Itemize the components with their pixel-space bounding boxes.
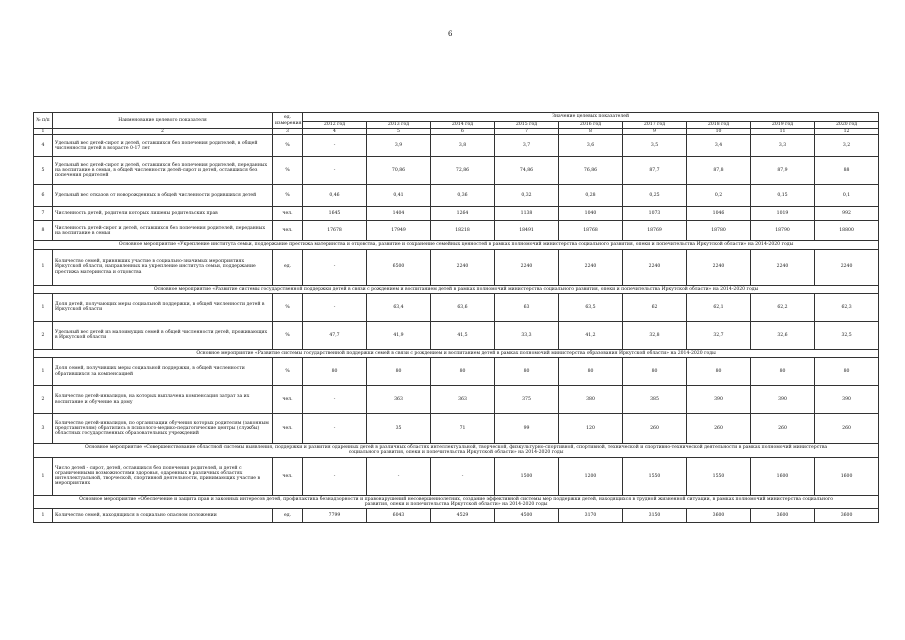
value-cell: 18780: [687, 221, 751, 241]
value-cell: 0,15: [751, 185, 815, 207]
table-row: [34, 293, 879, 321]
section-row: [34, 444, 879, 458]
value-cell: 99: [495, 414, 559, 444]
value-cell: 80: [367, 358, 431, 386]
row-number: 1: [34, 358, 53, 386]
value-cell: 18769: [623, 221, 687, 241]
table-row: [34, 157, 879, 185]
value-cell: 32,6: [751, 321, 815, 349]
section-title: Основное мероприятие «Укрепление института семьи, поддержание престижа материнства и отцовства, развитие и сохранение семейных ценностей в рамках полномочий министерства социального развития, опеки и попечительства Иркутской области» на 2014-2020 годы: [34, 241, 879, 249]
value-cell: 2240: [623, 249, 687, 285]
unit-cell: чел.: [273, 414, 303, 444]
value-cell: -: [431, 457, 495, 495]
section-row: [34, 285, 879, 293]
value-cell: 1138: [495, 207, 559, 221]
value-cell: -: [303, 414, 367, 444]
value-cell: 0,2: [687, 185, 751, 207]
table-header: [34, 113, 879, 135]
value-cell: 17678: [303, 221, 367, 241]
indicator-name: Количество детей-инвалидов, на которых выплачена компенсация затрат за их воспитание и обучение на дому: [53, 386, 273, 414]
value-cell: 18800: [815, 221, 879, 241]
value-cell: 1404: [367, 207, 431, 221]
value-cell: 1019: [751, 207, 815, 221]
value-cell: 260: [623, 414, 687, 444]
value-cell: -: [303, 457, 367, 495]
value-cell: 87,8: [687, 157, 751, 185]
table-row: [34, 135, 879, 157]
value-cell: 63: [495, 293, 559, 321]
year-header: 2018 год: [687, 122, 751, 129]
value-cell: 76,86: [559, 157, 623, 185]
table-row: [34, 221, 879, 241]
value-cell: 992: [815, 207, 879, 221]
row-number: 1: [34, 293, 53, 321]
value-cell: 74,86: [495, 157, 559, 185]
indicator-name: Доля детей, получающих меры социальной поддержки, в общей численности детей в Иркутской области: [53, 293, 273, 321]
value-cell: 2240: [687, 249, 751, 285]
value-cell: 260: [815, 414, 879, 444]
column-number: 6: [431, 129, 495, 135]
row-number: 4: [34, 135, 53, 157]
column-number: 2: [53, 129, 273, 135]
value-cell: 80: [559, 358, 623, 386]
value-cell: 87,7: [623, 157, 687, 185]
section-title: Основное мероприятие «Совершенствование областной системы выявления, поддержки и развития одаренных детей в различных областях интеллектуальной, творческой, физкультурно-спортивной, спортивной, технической и спортивно-технической деятельности в рамках полномочий министерства социального развития, опеки и попечительства Иркутской области» на 2014-2020 годы: [34, 444, 879, 458]
value-cell: 80: [751, 358, 815, 386]
table-row: [34, 249, 879, 285]
indicator-name: Число детей - сирот, детей, оставшихся без попечения родителей, и детей с ограниченными возможностями здоровья, одаренных в различных областях интеллектуальной, творческой, спортивной деятельности, принимающих участие в мероприятиях: [53, 457, 273, 495]
value-cell: 3,2: [815, 135, 879, 157]
value-cell: 363: [431, 386, 495, 414]
value-cell: -: [367, 457, 431, 495]
value-cell: 4529: [431, 509, 495, 523]
column-number: 10: [687, 129, 751, 135]
value-cell: 1040: [559, 207, 623, 221]
year-header: 2016 год: [559, 122, 623, 129]
value-cell: 1264: [431, 207, 495, 221]
header-num: № п/п: [34, 113, 53, 129]
table-row: [34, 321, 879, 349]
value-cell: -: [303, 135, 367, 157]
row-number: 1: [34, 249, 53, 285]
year-header: 2012 год: [303, 122, 367, 129]
year-header: 2014 год: [431, 122, 495, 129]
table-row: [34, 358, 879, 386]
row-number: 1: [34, 457, 53, 495]
row-number: 6: [34, 185, 53, 207]
value-cell: 1046: [687, 207, 751, 221]
unit-cell: %: [273, 358, 303, 386]
section-row: [34, 241, 879, 249]
value-cell: 3,5: [623, 135, 687, 157]
section-title: Основное мероприятие «Развитие системы государственной поддержки детей в связи с рождением и воспитанием детей в рамках полномочий министерства социального развития, опеки и попечительства Иркутской области» на 2014-2020 годы: [34, 285, 879, 293]
value-cell: 0,36: [431, 185, 495, 207]
value-cell: 1500: [495, 457, 559, 495]
indicator-name: Удельный вес детей-сирот и детей, оставшихся без попечения родителей, в общей численности детей в возрасте 0-17 лет: [53, 135, 273, 157]
value-cell: 2240: [495, 249, 559, 285]
value-cell: 0,32: [495, 185, 559, 207]
value-cell: 2240: [751, 249, 815, 285]
indicator-name: Удельный вес отказов от новорожденных в общей численности родившихся детей: [53, 185, 273, 207]
header-values-title: Значение целевых показателей: [303, 113, 879, 122]
column-number: 5: [367, 129, 431, 135]
value-cell: 3,9: [367, 135, 431, 157]
value-cell: 390: [751, 386, 815, 414]
value-cell: 3,8: [431, 135, 495, 157]
unit-cell: %: [273, 293, 303, 321]
value-cell: 62,2: [751, 293, 815, 321]
value-cell: 18491: [495, 221, 559, 241]
indicator-name: Количество детей-инвалидов, по организации обучения которых родителям (законным представителям) обратились в психолого-медико-педагогические центры (службы) областных государственных образовательных учреждений: [53, 414, 273, 444]
value-cell: 3,7: [495, 135, 559, 157]
value-cell: -: [303, 386, 367, 414]
unit-cell: %: [273, 185, 303, 207]
value-cell: 63,6: [431, 293, 495, 321]
value-cell: 260: [687, 414, 751, 444]
value-cell: 80: [303, 358, 367, 386]
unit-cell: %: [273, 135, 303, 157]
value-cell: 1550: [623, 457, 687, 495]
value-cell: 2240: [431, 249, 495, 285]
table-row: [34, 185, 879, 207]
value-cell: 3,3: [751, 135, 815, 157]
value-cell: 80: [687, 358, 751, 386]
value-cell: -: [303, 249, 367, 285]
value-cell: 390: [815, 386, 879, 414]
value-cell: 1600: [751, 457, 815, 495]
table-row: [34, 207, 879, 221]
row-number: 2: [34, 321, 53, 349]
indicator-name: Численность детей, родители которых лишены родительских прав: [53, 207, 273, 221]
value-cell: 260: [751, 414, 815, 444]
value-cell: 3600: [751, 509, 815, 523]
target-indicators-table: [33, 112, 879, 523]
section-title: Основное мероприятие «Развитие системы государственной поддержки семей в связи с рождением и воспитанием детей в рамках полномочий министерства образования Иркутской области» на 2014-2020 годы: [34, 349, 879, 357]
value-cell: 6043: [367, 509, 431, 523]
value-cell: 63,5: [559, 293, 623, 321]
value-cell: 2240: [815, 249, 879, 285]
value-cell: 3150: [623, 509, 687, 523]
indicator-name: Численность детей-сирот и детей, оставшихся без попечения родителей, переданных на воспитание в семьи: [53, 221, 273, 241]
section-title: Основное мероприятие «Обеспечение и защита прав и законных интересов детей, профилактика безнадзорности и правонарушений несовершеннолетних, создание эффективной системы мер поддержки детей, находящихся в трудной жизненной ситуации, в рамках полномочий министерства социального развития, опеки и попечительства Иркутской области» на 2014-2020 годы: [34, 495, 879, 509]
value-cell: 4500: [495, 509, 559, 523]
value-cell: 1200: [559, 457, 623, 495]
table-row: [34, 457, 879, 495]
table-row: [34, 414, 879, 444]
section-row: [34, 495, 879, 509]
row-number: 3: [34, 414, 53, 444]
value-cell: -: [303, 293, 367, 321]
value-cell: 72,86: [431, 157, 495, 185]
value-cell: 71: [431, 414, 495, 444]
value-cell: 32,8: [623, 321, 687, 349]
value-cell: 41,9: [367, 321, 431, 349]
value-cell: 41,5: [431, 321, 495, 349]
value-cell: 363: [367, 386, 431, 414]
value-cell: 80: [623, 358, 687, 386]
value-cell: 7799: [303, 509, 367, 523]
table-row: [34, 386, 879, 414]
unit-cell: чел.: [273, 386, 303, 414]
value-cell: 18218: [431, 221, 495, 241]
value-cell: 1600: [815, 457, 879, 495]
column-number: 9: [623, 129, 687, 135]
value-cell: 0,41: [367, 185, 431, 207]
column-number: 8: [559, 129, 623, 135]
column-number: 12: [815, 129, 879, 135]
value-cell: 375: [495, 386, 559, 414]
value-cell: 80: [431, 358, 495, 386]
value-cell: 3,6: [559, 135, 623, 157]
value-cell: 70,86: [367, 157, 431, 185]
row-number: 5: [34, 157, 53, 185]
table-row: [34, 509, 879, 523]
header-unit: ед. измерения: [273, 113, 303, 129]
indicator-name: Доля семей, получивших меры социальной поддержки, в общей численности обратившихся за компенсацией: [53, 358, 273, 386]
unit-cell: ед.: [273, 249, 303, 285]
value-cell: 18768: [559, 221, 623, 241]
year-header: 2019 год: [751, 122, 815, 129]
value-cell: 47,7: [303, 321, 367, 349]
year-header: 2013 год: [367, 122, 431, 129]
unit-cell: чел.: [273, 207, 303, 221]
year-header: 2017 год: [623, 122, 687, 129]
unit-cell: чел.: [273, 221, 303, 241]
value-cell: 62,3: [815, 293, 879, 321]
value-cell: 2240: [559, 249, 623, 285]
header-name: Наименование целевого показателя: [53, 113, 273, 129]
value-cell: 390: [687, 386, 751, 414]
unit-cell: чел.: [273, 457, 303, 495]
column-number: 4: [303, 129, 367, 135]
column-number: 1: [34, 129, 53, 135]
value-cell: 3,4: [687, 135, 751, 157]
value-cell: 63,4: [367, 293, 431, 321]
indicator-name: Удельный вес детей-сирот и детей, оставшихся без попечения родителей, переданных на воспитание в семьи, в общей численности детей-сирот и детей, оставшихся без попечения родителей: [53, 157, 273, 185]
row-number: 1: [34, 509, 53, 523]
page-number: 6: [448, 30, 453, 38]
value-cell: 6500: [367, 249, 431, 285]
table-body: [34, 135, 879, 523]
column-number: 7: [495, 129, 559, 135]
value-cell: 3600: [815, 509, 879, 523]
value-cell: 18790: [751, 221, 815, 241]
value-cell: 87,9: [751, 157, 815, 185]
value-cell: 3170: [559, 509, 623, 523]
year-header: 2015 год: [495, 122, 559, 129]
value-cell: 0,46: [303, 185, 367, 207]
value-cell: 0,28: [559, 185, 623, 207]
value-cell: 80: [815, 358, 879, 386]
value-cell: 32,5: [815, 321, 879, 349]
value-cell: 17949: [367, 221, 431, 241]
value-cell: 35: [367, 414, 431, 444]
row-number: 7: [34, 207, 53, 221]
column-number: 11: [751, 129, 815, 135]
indicator-name: Удельный вес детей из малоимущих семей в общей численности детей, проживающих в Иркутской области: [53, 321, 273, 349]
value-cell: -: [303, 157, 367, 185]
row-number: 2: [34, 386, 53, 414]
row-number: 8: [34, 221, 53, 241]
value-cell: 1550: [687, 457, 751, 495]
value-cell: 0,1: [815, 185, 879, 207]
indicator-name: Количество семей, находящихся в социально опасном положении: [53, 509, 273, 523]
value-cell: 120: [559, 414, 623, 444]
value-cell: 88: [815, 157, 879, 185]
value-cell: 3600: [687, 509, 751, 523]
value-cell: 0,25: [623, 185, 687, 207]
value-cell: 385: [623, 386, 687, 414]
value-cell: 1073: [623, 207, 687, 221]
year-header: 2020 год: [815, 122, 879, 129]
value-cell: 80: [495, 358, 559, 386]
value-cell: 32,7: [687, 321, 751, 349]
value-cell: 1645: [303, 207, 367, 221]
value-cell: 33,3: [495, 321, 559, 349]
section-row: [34, 349, 879, 357]
column-number: 3: [273, 129, 303, 135]
unit-cell: %: [273, 157, 303, 185]
value-cell: 62,1: [687, 293, 751, 321]
unit-cell: ед.: [273, 509, 303, 523]
value-cell: 62: [623, 293, 687, 321]
value-cell: 41,2: [559, 321, 623, 349]
indicator-name: Количество семей, принявших участие в социально-значимых мероприятиях Иркутской области, направленных на укрепление института семьи, поддержание престижа материнства и отцовства: [53, 249, 273, 285]
unit-cell: %: [273, 321, 303, 349]
value-cell: 380: [559, 386, 623, 414]
